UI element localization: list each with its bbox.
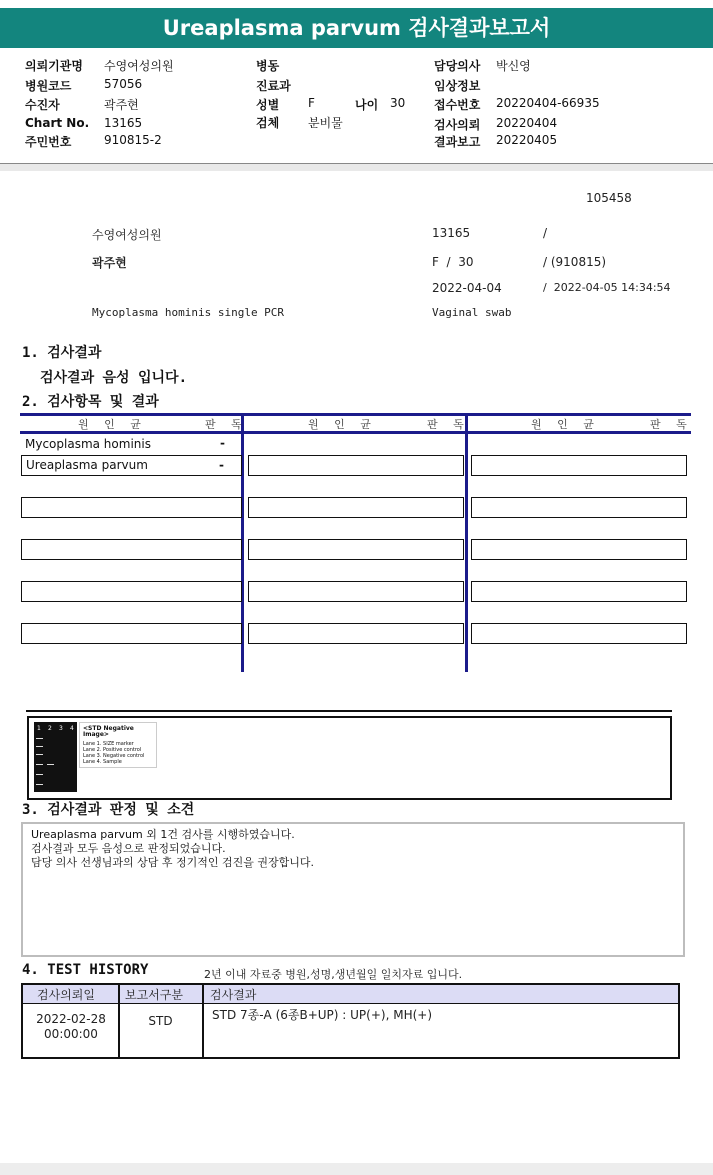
grid-col-result-3: 판 독	[650, 418, 693, 431]
header-divider	[0, 163, 713, 171]
label-patient: 수진자	[25, 98, 60, 112]
grid-col-result-2: 판 독	[427, 418, 470, 431]
image-section-rule	[26, 710, 672, 712]
gel-lane-number: 2	[48, 725, 52, 732]
gel-band	[36, 746, 43, 747]
grid-empty-cell	[471, 539, 687, 560]
history-table	[21, 983, 680, 1059]
history-header-type: 보고서구분	[125, 988, 183, 1002]
history-date: 2022-02-28	[36, 1012, 106, 1026]
value-hospital-code: 57056	[104, 77, 143, 91]
grid-col-organism-3: 원 인 균	[531, 418, 600, 431]
gel-band	[36, 774, 43, 775]
gel-legend-item: Lane 2. Positive control	[83, 747, 142, 753]
label-specimen: 검체	[256, 116, 280, 130]
grid-col-result-1: 판 독	[205, 418, 248, 431]
report-datetime: / 2022-04-05 14:34:54	[543, 281, 671, 294]
report-test-name: Mycoplasma hominis single PCR	[92, 306, 285, 319]
value-receipt-number: 20220404-66935	[496, 96, 600, 110]
label-sex: 성별	[256, 98, 280, 112]
grid-organism-ureaplasma: Ureaplasma parvum	[26, 458, 148, 472]
grid-empty-cell	[21, 539, 242, 560]
history-col-divider	[202, 985, 204, 1057]
comment-line: 담당 의사 선생님과의 상담 후 정기적인 검진을 권장합니다.	[31, 856, 314, 869]
gel-lane-number: 3	[59, 725, 63, 732]
comment-line: Ureaplasma parvum 외 1건 검사를 시행하였습니다.	[31, 828, 295, 841]
section-3-title: 3. 검사결과 판정 및 소견	[22, 802, 195, 818]
grid-col-organism-2: 원 인 균	[308, 418, 377, 431]
label-receipt-number: 접수번호	[434, 98, 481, 112]
grid-divider-2	[465, 413, 468, 672]
history-header-row	[23, 985, 678, 1004]
report-number: 105458	[586, 191, 632, 205]
value-patient: 곽주현	[104, 98, 139, 112]
section-4-title: 4. TEST HISTORY	[22, 962, 149, 978]
grid-empty-cell	[248, 455, 464, 476]
value-report-date: 20220405	[496, 133, 558, 147]
label-hospital-code: 병원코드	[25, 79, 72, 93]
grid-empty-cell	[471, 623, 687, 644]
gel-band	[36, 754, 43, 755]
comment-line: 검사결과 모두 음성으로 판정되었습니다.	[31, 842, 226, 855]
gel-band	[36, 784, 43, 785]
report-specimen: Vaginal swab	[432, 306, 512, 319]
report-patient: 곽주현	[92, 256, 127, 270]
gel-legend-title: <STD Negative Image>	[83, 725, 134, 738]
report-chart-no: 13165	[432, 226, 471, 240]
label-department: 진료과	[256, 79, 291, 93]
history-type: STD	[148, 1014, 173, 1028]
report-birth: / (910815)	[543, 255, 607, 269]
label-age: 나이	[355, 98, 379, 112]
history-header-date: 검사의뢰일	[37, 988, 95, 1002]
label-ward: 병동	[256, 59, 280, 73]
gel-band	[47, 764, 54, 765]
grid-empty-cell	[471, 455, 687, 476]
gel-image	[34, 722, 77, 792]
section-1-title: 1. 검사결과	[22, 345, 102, 361]
grid-empty-cell	[21, 497, 242, 518]
grid-organism-mycoplasma: Mycoplasma hominis	[25, 437, 151, 451]
gel-lane-number: 1	[37, 725, 41, 732]
gel-legend-item: Lane 1. SIZE marker	[83, 741, 134, 747]
gel-legend-item: Lane 3. Negative control	[83, 753, 145, 759]
history-header-result: 검사결과	[210, 988, 257, 1002]
grid-empty-cell	[21, 581, 242, 602]
report-sex-age: F / 30	[432, 255, 474, 269]
gel-band	[36, 738, 43, 739]
history-result: STD 7종-A (6종B+UP) : UP(+), MH(+)	[212, 1008, 433, 1022]
value-sex: F	[308, 96, 315, 110]
grid-cell-ureaplasma	[21, 455, 242, 476]
report-title: Ureaplasma parvum 검사결과보고서	[0, 8, 713, 48]
gel-legend-item: Lane 4. Sample	[83, 759, 122, 765]
history-col-divider	[118, 985, 120, 1057]
value-request-date: 20220404	[496, 116, 558, 130]
label-request-date: 검사의뢰	[434, 118, 481, 132]
report-hospital: 수영여성의원	[92, 228, 162, 242]
grid-empty-cell	[248, 497, 464, 518]
value-specimen: 분비물	[308, 116, 343, 130]
label-chart-no: Chart No.	[25, 116, 90, 130]
grid-empty-cell	[248, 581, 464, 602]
gel-legend	[79, 722, 157, 768]
grid-empty-cell	[248, 623, 464, 644]
grid-empty-cell	[471, 497, 687, 518]
report-request-date: 2022-04-04	[432, 281, 502, 295]
grid-result-ureaplasma: -	[219, 458, 224, 472]
grid-result-mycoplasma: -	[220, 436, 225, 450]
value-requesting-institution: 수영여성의원	[104, 59, 174, 73]
grid-empty-cell	[21, 623, 242, 644]
value-chart-no: 13165	[104, 116, 143, 130]
label-requesting-institution: 의뢰기관명	[25, 59, 83, 73]
gel-lane-number: 4	[70, 725, 74, 732]
label-clinical-info: 임상정보	[434, 79, 481, 93]
value-age: 30	[390, 96, 406, 110]
label-doctor: 담당의사	[434, 59, 481, 73]
grid-empty-cell	[248, 539, 464, 560]
section-2-title: 2. 검사항목 및 결과	[22, 394, 159, 410]
footer-bar	[0, 1163, 713, 1175]
gel-band	[36, 764, 43, 765]
label-resident-number: 주민번호	[25, 135, 72, 149]
grid-col-organism-1: 원 인 균	[78, 418, 147, 431]
value-doctor: 박신영	[496, 59, 531, 73]
comment-box	[21, 822, 685, 957]
section-1-result: 검사결과 음성 입니다.	[40, 370, 188, 386]
history-note: 2년 이내 자료중 병원,성명,생년월일 일치자료 입니다.	[204, 968, 463, 981]
grid-empty-cell	[471, 581, 687, 602]
value-resident-number: 910815-2	[104, 133, 162, 147]
label-report-date: 결과보고	[434, 135, 481, 149]
history-time: 00:00:00	[44, 1027, 98, 1041]
report-separator: /	[543, 226, 548, 240]
